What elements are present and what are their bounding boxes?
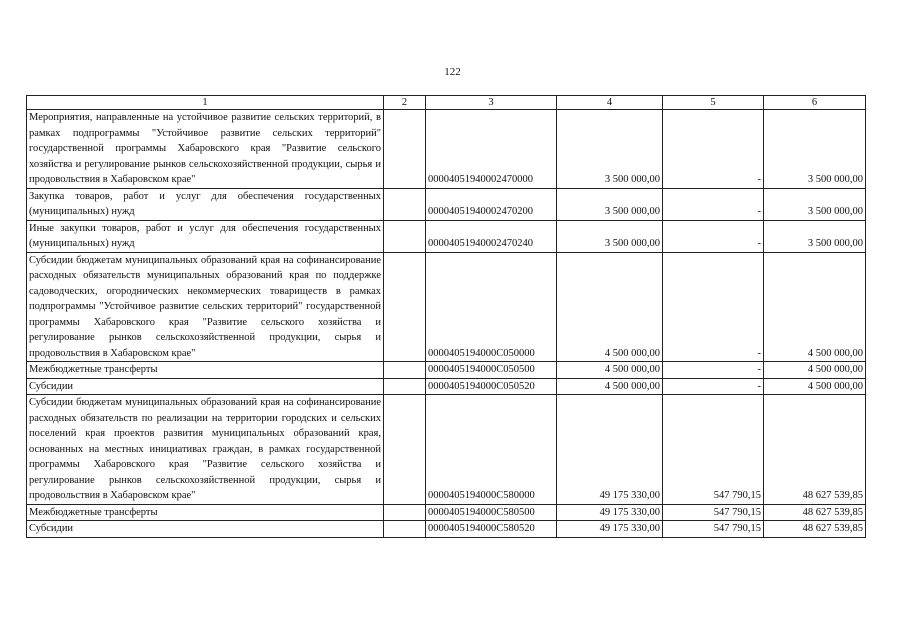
- row-col4-cell: 49 175 330,00: [557, 395, 663, 505]
- row-col2-cell: [384, 362, 426, 379]
- row-col4-cell: 49 175 330,00: [557, 521, 663, 538]
- row-col5-cell: 547 790,15: [663, 504, 764, 521]
- column-header-2: 2: [384, 96, 426, 110]
- table-row: [27, 504, 866, 521]
- row-col4-cell: 4 500 000,00: [557, 252, 663, 362]
- row-name-cell: Субсидии: [27, 521, 384, 538]
- row-name-cell: Субсидии бюджетам муниципальных образований края на софинансирование расходных обязательств муниципальных образований края по поддержке садоводческих, огороднических некоммерческих товариществ в рамках подпрограммы "Устойчивое развитие сельских территорий" государственной программы Хабаровского края "Развитие сельского хозяйства и регулирование рынков сельскохозяйственной продукции, сырья и продовольствия в Хабаровском крае": [27, 252, 384, 362]
- row-name-cell: Закупка товаров, работ и услуг для обеспечения государственных (муниципальных) нужд: [27, 188, 384, 220]
- row-code-cell: 0000405194000C050500: [426, 362, 557, 379]
- row-col2-cell: [384, 110, 426, 189]
- table-row: [27, 188, 866, 220]
- row-code-cell: 00004051940002470000: [426, 110, 557, 189]
- table-row: [27, 220, 866, 252]
- row-col4-cell: 49 175 330,00: [557, 504, 663, 521]
- row-name-cell: Межбюджетные трансферты: [27, 504, 384, 521]
- column-header-1: 1: [27, 96, 384, 110]
- table-row: [27, 521, 866, 538]
- row-name-cell: Субсидии: [27, 378, 384, 395]
- row-col5-cell: -: [663, 378, 764, 395]
- row-col2-cell: [384, 521, 426, 538]
- row-col5-cell: -: [663, 220, 764, 252]
- row-col6-cell: 3 500 000,00: [764, 220, 866, 252]
- table-row: [27, 378, 866, 395]
- row-col5-cell: 547 790,15: [663, 395, 764, 505]
- column-header-6: 6: [764, 96, 866, 110]
- table-row: [27, 110, 866, 189]
- row-col6-cell: 48 627 539,85: [764, 521, 866, 538]
- column-header-5: 5: [663, 96, 764, 110]
- row-code-cell: 0000405194000C050000: [426, 252, 557, 362]
- table-row: [27, 252, 866, 362]
- row-col5-cell: -: [663, 362, 764, 379]
- row-col2-cell: [384, 504, 426, 521]
- column-header-4: 4: [557, 96, 663, 110]
- row-code-cell: 0000405194000C580520: [426, 521, 557, 538]
- row-col4-cell: 4 500 000,00: [557, 362, 663, 379]
- row-code-cell: 0000405194000C580500: [426, 504, 557, 521]
- column-number-row: [27, 96, 866, 110]
- budget-table: [26, 95, 866, 538]
- row-code-cell: 0000405194000C580000: [426, 395, 557, 505]
- row-col5-cell: -: [663, 110, 764, 189]
- row-col2-cell: [384, 252, 426, 362]
- column-header-3: 3: [426, 96, 557, 110]
- row-code-cell: 0000405194000C050520: [426, 378, 557, 395]
- page-number: 122: [444, 66, 461, 78]
- row-col2-cell: [384, 395, 426, 505]
- row-col5-cell: 547 790,15: [663, 521, 764, 538]
- row-col5-cell: -: [663, 252, 764, 362]
- row-col2-cell: [384, 188, 426, 220]
- row-col6-cell: 3 500 000,00: [764, 110, 866, 189]
- table-row: [27, 362, 866, 379]
- table-row: [27, 395, 866, 505]
- row-col2-cell: [384, 378, 426, 395]
- row-code-cell: 00004051940002470200: [426, 188, 557, 220]
- row-name-cell: Мероприятия, направленные на устойчивое развитие сельских территорий, в рамках подпрограммы "Устойчивое развитие сельских территорий" государственной программы Хабаровского края "Развитие сельского хозяйства и регулирование рынков сельскохозяйственной продукции, сырья и продовольствия в Хабаровском крае": [27, 110, 384, 189]
- row-name-cell: Субсидии бюджетам муниципальных образований края на софинансирование расходных обязательств по реализации на территории городских и сельских поселений края проектов развития муниципальных образований края, основанных на местных инициативах граждан, в рамках государственной программы Хабаровского края "Развитие сельского хозяйства и регулирование рынков сельскохозяйственной продукции, сырья и продовольствия в Хабаровском крае": [27, 395, 384, 505]
- row-col6-cell: 48 627 539,85: [764, 395, 866, 505]
- row-col6-cell: 4 500 000,00: [764, 252, 866, 362]
- row-col4-cell: 3 500 000,00: [557, 188, 663, 220]
- row-col6-cell: 4 500 000,00: [764, 378, 866, 395]
- row-col6-cell: 4 500 000,00: [764, 362, 866, 379]
- row-name-cell: Межбюджетные трансферты: [27, 362, 384, 379]
- row-col5-cell: -: [663, 188, 764, 220]
- row-col4-cell: 4 500 000,00: [557, 378, 663, 395]
- row-col4-cell: 3 500 000,00: [557, 110, 663, 189]
- row-col6-cell: 48 627 539,85: [764, 504, 866, 521]
- row-name-cell: Иные закупки товаров, работ и услуг для обеспечения государственных (муниципальных) нужд: [27, 220, 384, 252]
- row-col4-cell: 3 500 000,00: [557, 220, 663, 252]
- row-col6-cell: 3 500 000,00: [764, 188, 866, 220]
- row-col2-cell: [384, 220, 426, 252]
- row-code-cell: 00004051940002470240: [426, 220, 557, 252]
